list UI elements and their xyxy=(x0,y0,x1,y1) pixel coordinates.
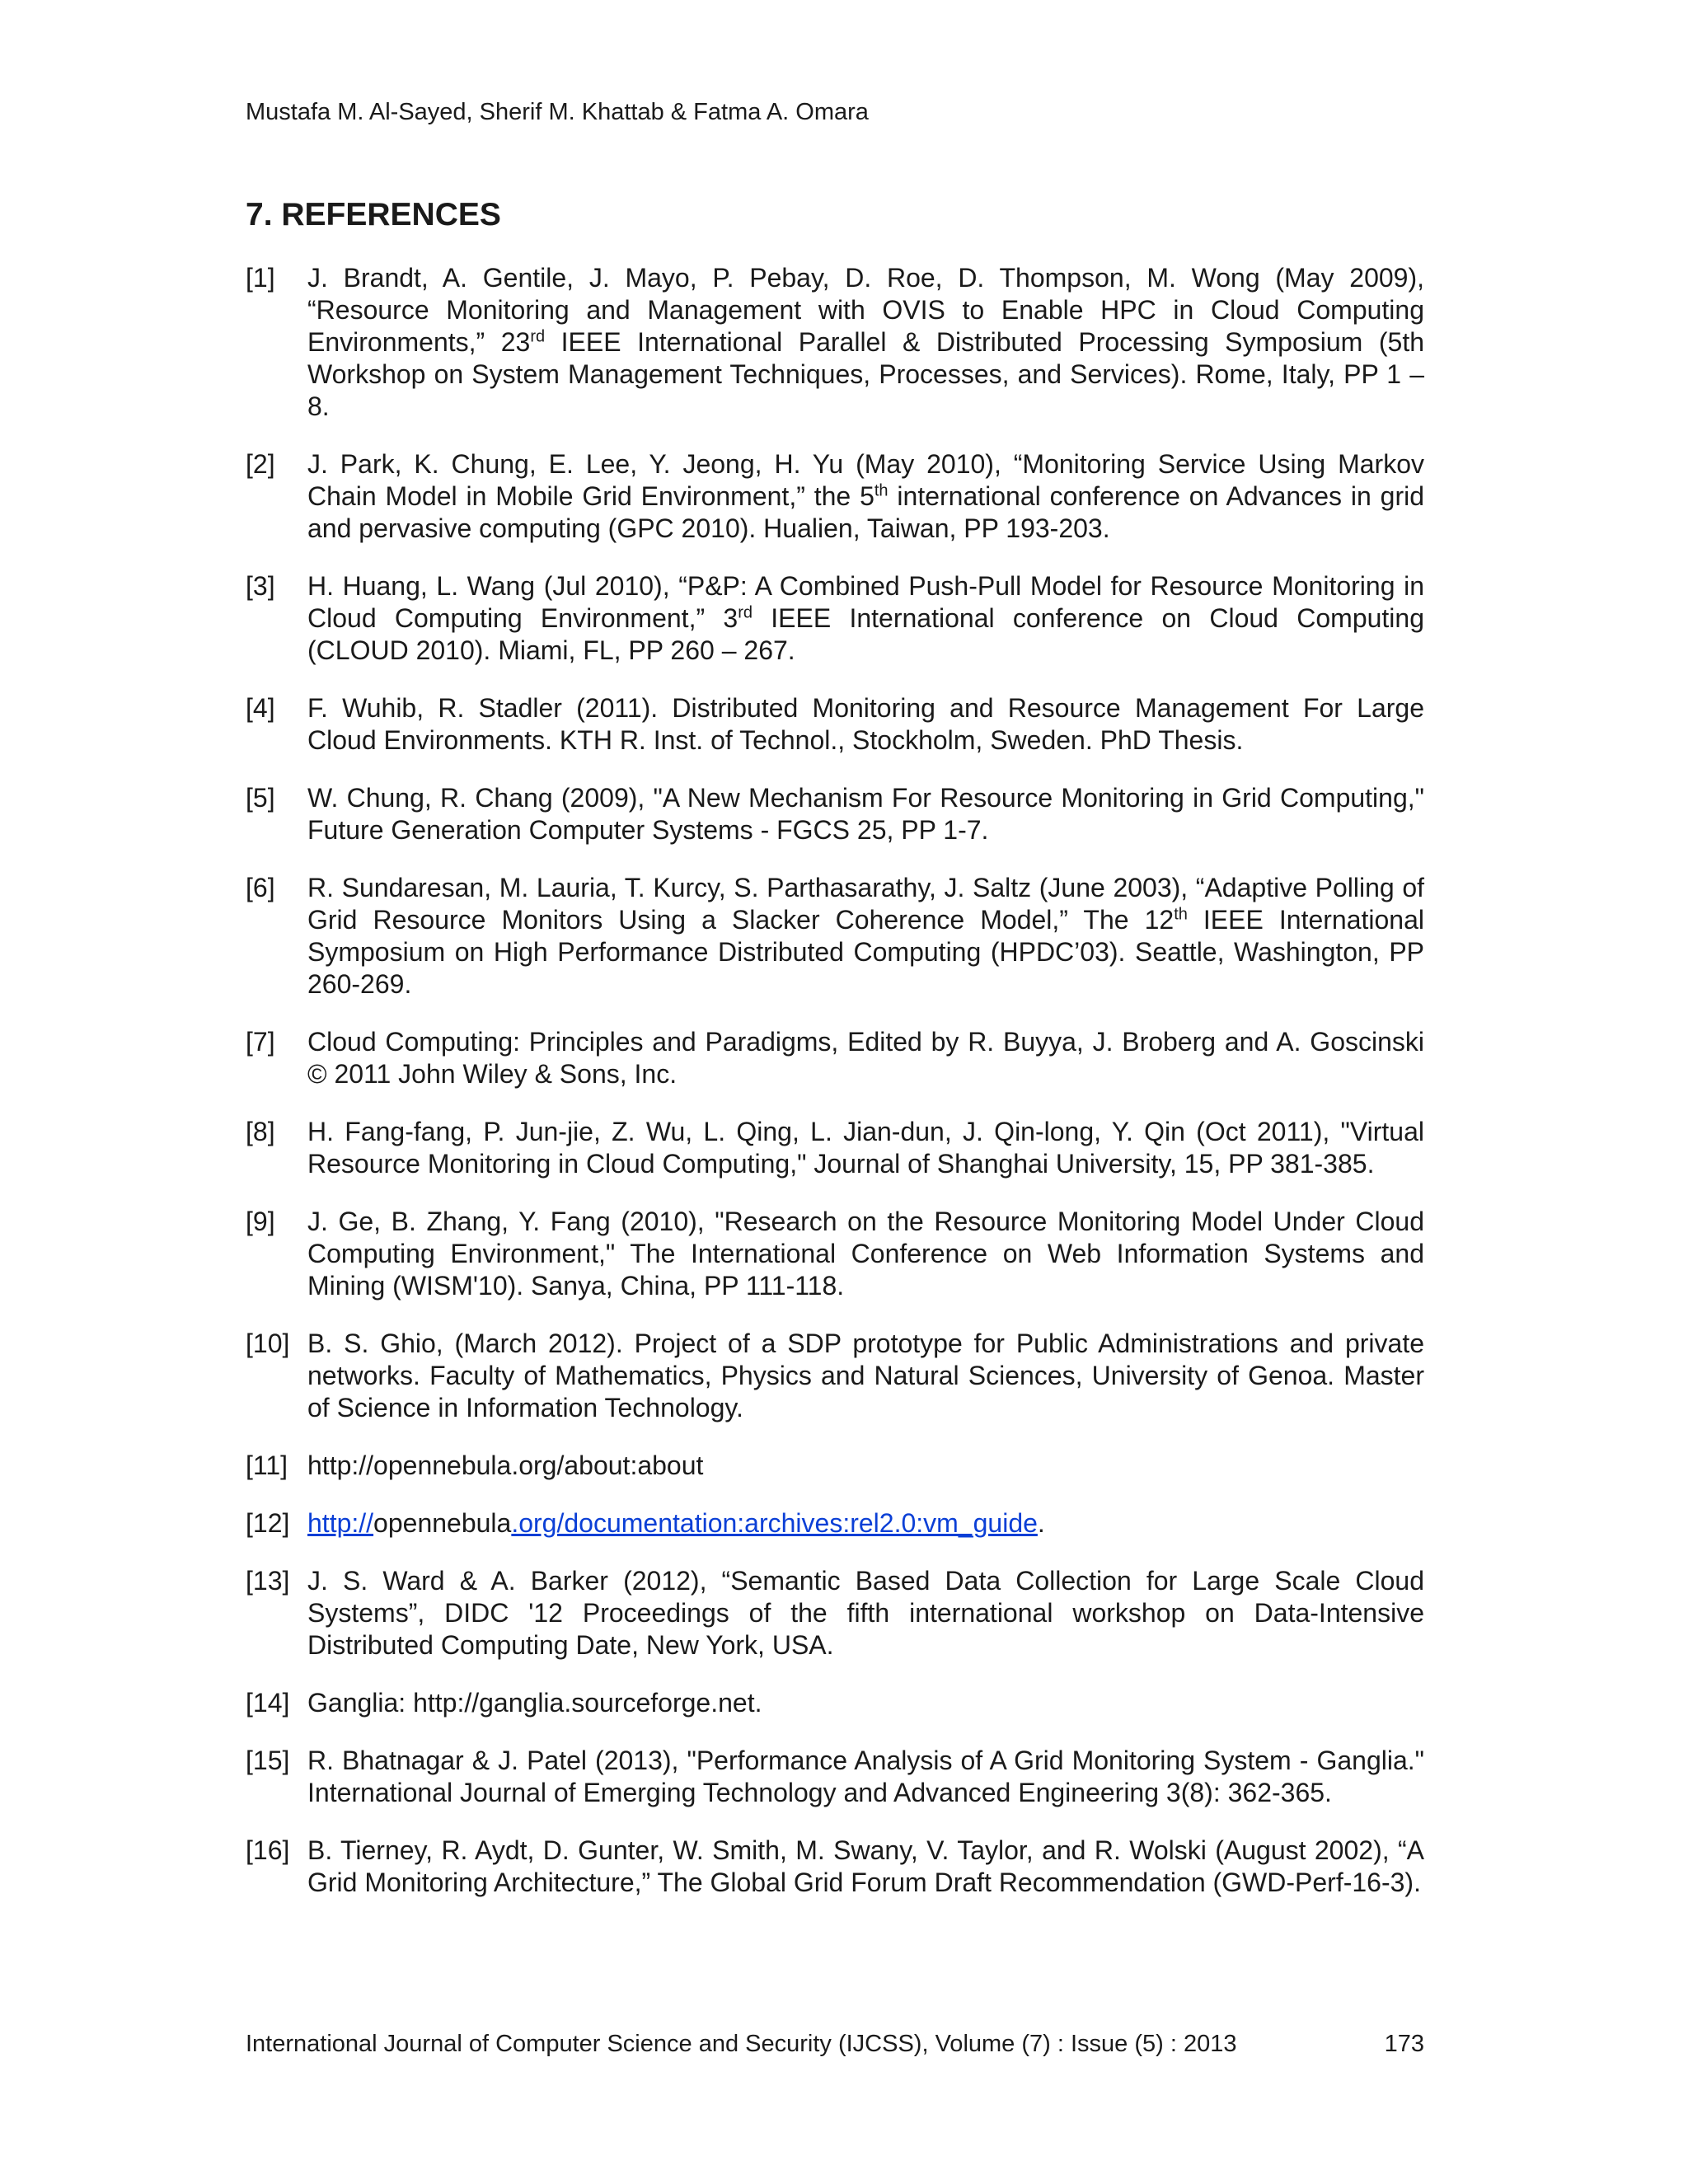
reference-link[interactable]: .org/documentation:archives:rel2.0:vm_guide xyxy=(511,1508,1038,1538)
reference-item xyxy=(246,1026,1424,1090)
reference-number: [9] xyxy=(246,1207,275,1236)
reference-text-segment: . xyxy=(1037,1508,1045,1538)
reference-number: [8] xyxy=(246,1117,275,1146)
reference-text-segment: B. S. Ghio, (March 2012). Project of a SDP prototype for Public Administrations and private networks. Faculty of Mathematics, Physics and Natural Sciences, University of Genoa. Master of Science in Information Technology. xyxy=(307,1329,1424,1422)
reference-text xyxy=(307,1117,1424,1179)
reference-number: [11] xyxy=(246,1451,288,1480)
reference-text-segment: international conference on Advances in grid and pervasive computing (GPC 2010). Hualien, Taiwan, PP 193-203. xyxy=(307,481,1425,543)
reference-item xyxy=(246,782,1424,846)
ordinal-superscript: th xyxy=(874,481,889,500)
reference-number: [14] xyxy=(246,1688,290,1718)
reference-item xyxy=(246,1450,1424,1482)
reference-number: [5] xyxy=(246,783,275,813)
reference-text xyxy=(307,1688,762,1718)
reference-text-segment: IEEE International Symposium on High Performance Distributed Computing (HPDC’03). Seattle, Washington, PP 260-269. xyxy=(307,905,1425,999)
reference-text xyxy=(307,449,1424,543)
reference-text xyxy=(307,1329,1424,1422)
reference-number: [15] xyxy=(246,1746,290,1775)
reference-item xyxy=(246,1206,1424,1302)
reference-item xyxy=(246,872,1424,1001)
reference-number: [13] xyxy=(246,1566,290,1596)
reference-text xyxy=(307,1566,1424,1660)
running-header: Mustafa M. Al-Sayed, Sherif M. Khattab & Fatma A. Omara xyxy=(246,99,869,125)
reference-text xyxy=(307,263,1424,421)
reference-text-segment: W. Chung, R. Chang (2009), "A New Mechanism For Resource Monitoring in Grid Computing," Future Generation Computer Systems - FGCS 25, PP 1-7. xyxy=(307,783,1424,845)
reference-number: [10] xyxy=(246,1329,290,1358)
page-number: 173 xyxy=(1384,2031,1424,2057)
reference-item xyxy=(246,1835,1424,1899)
reference-text-segment: J. S. Ward & A. Barker (2012), “Semantic Based Data Collection for Large Scale Cloud Systems”, DIDC '12 Proceedings of the fifth international workshop on Data-Intensive Distributed Computing Date, New York, USA. xyxy=(307,1566,1424,1660)
reference-text xyxy=(307,1451,703,1480)
reference-text-segment: IEEE International conference on Cloud Computing (CLOUD 2010). Miami, FL, PP 260 – 267. xyxy=(307,603,1424,665)
reference-item xyxy=(246,570,1424,667)
ordinal-superscript: rd xyxy=(530,327,546,346)
reference-item xyxy=(246,1116,1424,1180)
reference-text-segment: F. Wuhib, R. Stadler (2011). Distributed Monitoring and Resource Management For Large Cloud Environments. KTH R. Inst. of Technol., Stockholm, Sweden. PhD Thesis. xyxy=(307,693,1424,755)
reference-number: [6] xyxy=(246,873,275,902)
reference-text xyxy=(307,1746,1424,1807)
reference-text xyxy=(307,783,1424,845)
reference-text-segment: R. Sundaresan, M. Lauria, T. Kurcy, S. Parthasarathy, J. Saltz (June 2003), “Adaptive Polling of Grid Resource Monitors Using a Slacker Coherence Model,” The 12 xyxy=(307,873,1424,935)
reference-text-segment: H. Fang-fang, P. Jun-jie, Z. Wu, L. Qing, L. Jian-dun, J. Qin-long, Y. Qin (Oct 2011), "Virtual Resource Monitoring in Cloud Computing," Journal of Shanghai University, 15, PP 381-385. xyxy=(307,1117,1424,1179)
reference-text-segment: J. Park, K. Chung, E. Lee, Y. Jeong, H. Yu (May 2010), “Monitoring Service Using Markov Chain Model in Mobile Grid Environment,” the 5 xyxy=(307,449,1424,511)
reference-number: [3] xyxy=(246,571,275,601)
reference-text xyxy=(307,1835,1424,1897)
section-title: 7. REFERENCES xyxy=(246,197,501,232)
reference-item xyxy=(246,692,1424,757)
reference-number: [7] xyxy=(246,1027,275,1057)
reference-text xyxy=(307,873,1424,999)
reference-text xyxy=(307,1027,1424,1089)
reference-text-segment: J. Ge, B. Zhang, Y. Fang (2010), "Research on the Resource Monitoring Model Under Cloud Computing Environment," The International Conference on Web Information Systems and Mining (WISM'10). Sanya, China, PP 111-118. xyxy=(307,1207,1424,1301)
reference-text xyxy=(307,571,1424,665)
ordinal-superscript: th xyxy=(1174,905,1188,924)
reference-item xyxy=(246,1565,1424,1661)
reference-item xyxy=(246,1745,1424,1809)
reference-number: [2] xyxy=(246,449,275,479)
reference-text-segment: R. Bhatnagar & J. Patel (2013), "Performance Analysis of A Grid Monitoring System - Ganglia." International Journal of Emerging Technology and Advanced Engineering 3(8): 362-365. xyxy=(307,1746,1424,1807)
reference-item xyxy=(246,1328,1424,1424)
reference-text-segment: J. Brandt, A. Gentile, J. Mayo, P. Pebay, D. Roe, D. Thompson, M. Wong (May 2009), “Resource Monitoring and Management with OVIS to Enable HPC in Cloud Computing Environments,” 23 xyxy=(307,263,1424,357)
reference-number: [12] xyxy=(246,1508,290,1538)
footer-journal-citation: International Journal of Computer Science and Security (IJCSS), Volume (7) : Issue (5) : 2013 xyxy=(246,2031,1237,2057)
reference-link[interactable]: http:// xyxy=(307,1508,374,1538)
reference-text-segment: IEEE International Parallel & Distributed Processing Symposium (5th Workshop on System Management Techniques, Processes, and Services). Rome, Italy, PP 1 – 8. xyxy=(307,327,1425,421)
reference-number: [16] xyxy=(246,1835,290,1865)
reference-number: [4] xyxy=(246,693,275,723)
reference-text-segment: H. Huang, L. Wang (Jul 2010), “P&P: A Combined Push-Pull Model for Resource Monitoring in Cloud Computing Environment,” 3 xyxy=(307,571,1424,633)
reference-text xyxy=(307,693,1424,755)
reference-item xyxy=(246,448,1424,545)
ordinal-superscript: rd xyxy=(738,603,753,622)
reference-item xyxy=(246,262,1424,423)
reference-text-segment: Ganglia: http://ganglia.sourceforge.net. xyxy=(307,1688,762,1718)
reference-number: [1] xyxy=(246,263,275,293)
reference-list xyxy=(246,262,1424,1924)
reference-text-segment: Cloud Computing: Principles and Paradigms, Edited by R. Buyya, J. Broberg and A. Goscinski © 2011 John Wiley & Sons, Inc. xyxy=(307,1027,1424,1089)
reference-item xyxy=(246,1687,1424,1719)
reference-text xyxy=(307,1207,1424,1301)
reference-text xyxy=(307,1508,1045,1538)
reference-text-segment: http://opennebula.org/about:about xyxy=(307,1451,704,1480)
reference-text-segment: opennebula xyxy=(373,1508,512,1538)
reference-text-segment: B. Tierney, R. Aydt, D. Gunter, W. Smith, M. Swany, V. Taylor, and R. Wolski (August 2002), “A Grid Monitoring Architecture,” The Global Grid Forum Draft Recommendation (GWD-Perf-16-3). xyxy=(307,1835,1424,1897)
reference-item xyxy=(246,1507,1424,1540)
